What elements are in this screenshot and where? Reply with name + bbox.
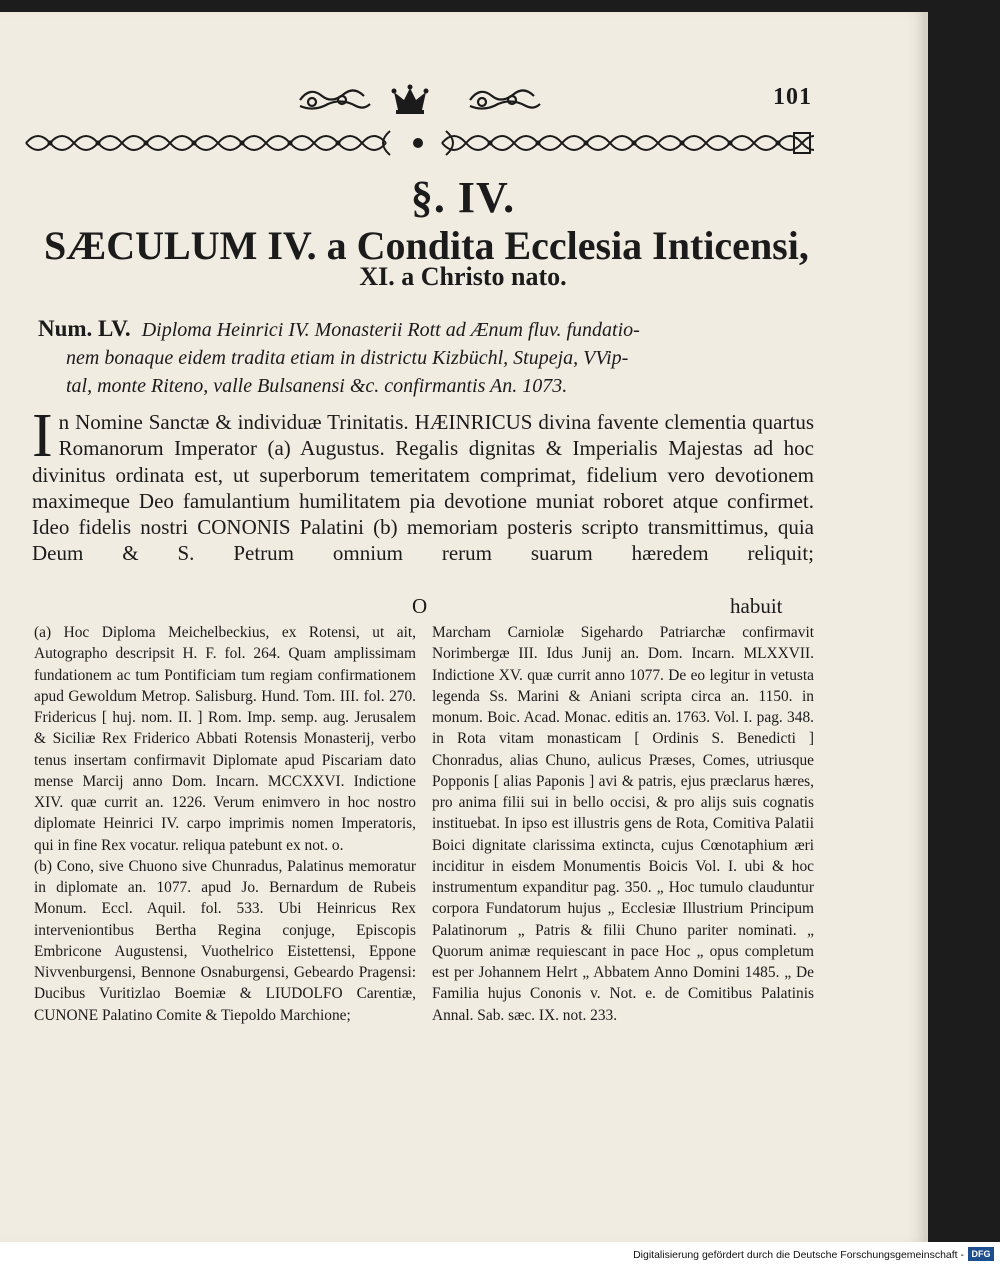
page-number: 101 (773, 84, 812, 110)
main-text-body: n Nomine Sanctæ & individuæ Trinitatis. HÆINRICUS divina favente clementia quartus Romanorum Imperator (a) Augustus. Regalis dignitas & Imperialis Majestas ad hoc divinitus ordinata est, ut superborum temeritatem comprimat, fidelium vero devotionem maximeque Deo famulantium humilitatem pia devotione muniat roboret atque confirmet. Ideo fidelis nostri CONONIS Palatini (b) memoriam posteris scripto transmittimus, quia Deum & S. Petrum omnium rerum suarum hæredem reliquit; (32, 410, 814, 566)
footnotes-left-column (34, 622, 416, 1026)
document-title-line-2: nem bonaque eidem tradita etiam in districtu Kizbüchl, Stupeja, VVip- (66, 347, 629, 369)
main-text (32, 402, 814, 567)
dfg-logo-icon: DFG (968, 1247, 994, 1261)
footnotes-right-column (432, 622, 814, 1026)
footer-bar (0, 1242, 1000, 1270)
document-title (38, 315, 818, 400)
signature-mark: O (412, 594, 428, 618)
subtitle: XI. a Christo nato. (359, 262, 567, 291)
document-title-line-1: Diploma Heinrici IV. Monasterii Rott ad Ænum fluv. fundatio- (141, 319, 640, 341)
signature-row (0, 594, 926, 620)
scanned-page (0, 12, 928, 1242)
page-title: SÆCULUM IV. a Condita Ecclesia Inticensi, (44, 223, 809, 268)
footnote-b: (b) Cono, sive Chuono sive Chunradus, Palatinus memoratur in diplomate an. 1077. apud Jo. Bernardum de Rubeis Monum. Eccl. Aquil. fol. 533. Ubi Heinricus Rex interveniontibus Bertha Regina conjuge, Episcopis Embricone Augustensi, Vuothelrico Eistettensi, Eppone Nivvenburgensi, Bennone Osnaburgensi, Gebeardo Pragensi: Ducibus Vuritizlao Boemiæ & LIUDOLFO Carentiæ, CUNONE Palatino Comite & Tiepoldo Marchione; (34, 857, 416, 1024)
funding-credit: Digitalisierung gefördert durch die Deutsche Forschungsgemeinschaft - (633, 1249, 964, 1261)
drop-cap: I (32, 402, 53, 470)
document-number: Num. LV. (38, 316, 131, 341)
crown-ornament-icon (290, 82, 550, 116)
document-title-line-3: tal, monte Riteno, valle Bulsanensi &c. confirmantis An. 1073. (66, 375, 568, 397)
section-number: §. IV. (410, 173, 516, 222)
floral-band-ornament-icon (22, 127, 814, 159)
footnote-b-continued: Marcham Carniolæ Sigehardo Patriarchæ confirmavit Norimbergæ III. Idus Junij an. Dom. Incarn. MLXXVII. Indictione XV. quæ currit anno 1077. De eo legitur in vetusta legenda Ss. Marini & Aniani scripta circa an. 1150. in monum. Boic. Acad. Monac. editis an. 1763. Vol. I. pag. 348. in Rota vitam monasticam [ Ordinis S. Benedicti ] Chonradus, alias Chuno, aulicus Præses, Comes, utriusque Popponis [ alias Paponis ] avi & patris, ejus præclarus hæres, pro anima filii sui in bello occisi, & pro alijs suis cognatis instituebat. In ipso est illustris gens de Rota, Comitiva Palatii Boici dignitate clarissima extincta, cujus Cœnotaphium æri inciditur in eisdem Monumentis Boicis Vol. I. ubi & hoc instrumentum expanditur pag. 350. „ Hoc tumulo clauduntur corpora Fundatorum hujus „ Ecclesiæ Illustrium Principum Palatinorum „ Patris & filii Chuno pariter nominati. „ Quorum animæ requiescant in pace Hoc „ opus completum est per Johannem Helrt „ Abbatem Anno Domini 1485. „ De Familia hujus Cononis v. Not. e. de Comitibus Palatinis Annal. Sab. sæc. IX. not. 233. (432, 624, 814, 1024)
catchword: habuit (730, 594, 783, 618)
footnote-a: (a) Hoc Diploma Meichelbeckius, ex Rotensi, ut ait, Autographo descripsit H. F. fol. 264. Quam amplissimam fundationem ac tum Pontificiam tum regiam confirmationem apud Gewoldum Metrop. Salisburg. Hund. Tom. III. fol. 270. Fridericus [ huj. nom. II. ] Rom. Imp. semp. aug. Jerusalem & Siciliæ Rex Friderico Abbati Rotensis Monasterij, verbo tenus insertam confirmavit Diplomate apud Piscariam dato mense Marcij anno Dom. Incarn. MCCXXVI. Indictione XIV. quæ currit an. 1226. Verum enimvero in hoc nostro diplomate Heinrici IV. carpo imprimis nomen Imperatoris, qui in fine Rex vocatur. reliqua patebunt ex not. o. (34, 624, 416, 854)
